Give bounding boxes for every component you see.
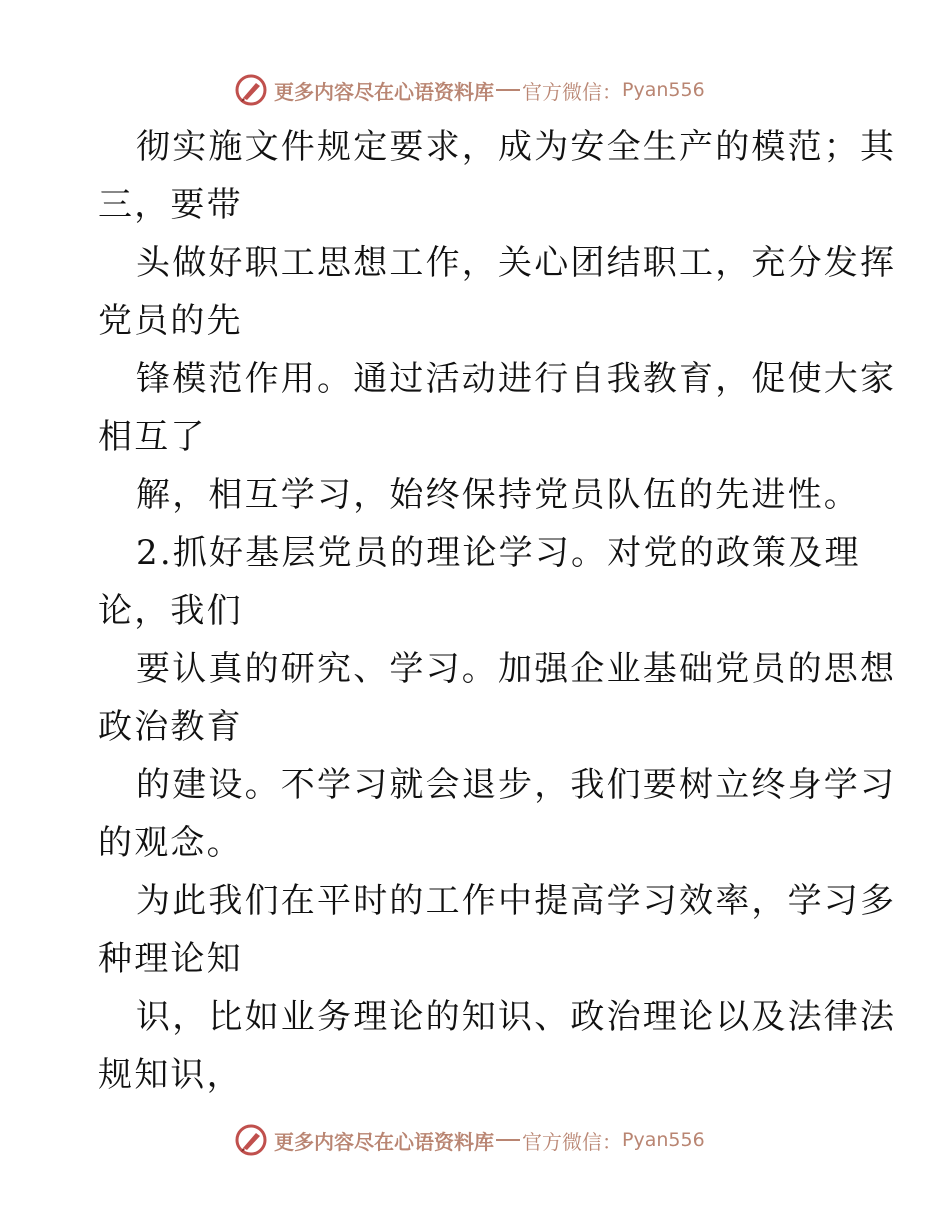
pen-logo-icon [234, 73, 268, 107]
text-line: 解，相互学习，始终保持党员队伍的先进性。 [136, 475, 860, 515]
text-line: 相互了 [98, 417, 207, 457]
text-line: 论，我们 [98, 591, 243, 631]
text-line: 规知识， [98, 1055, 243, 1095]
pen-logo-icon [234, 1123, 268, 1157]
banner-dash [496, 89, 520, 91]
text-line: 政治教育 [98, 707, 243, 747]
text-line: 为此我们在平时的工作中提高学习效率，学习多 [136, 881, 897, 921]
banner-text: 更多内容尽在心语资料库 [274, 1129, 494, 1154]
text-line: 头做好职工思想工作，关心团结职工，充分发挥 [136, 243, 897, 283]
text-line: 党员的先 [98, 301, 243, 341]
text-line: 种理论知 [98, 939, 243, 979]
text-line: 锋模范作用。通过活动进行自我教育，促使大家 [136, 359, 897, 399]
footer-banner [234, 1122, 705, 1158]
text-line: 彻实施文件规定要求，成为安全生产的模范；其 [136, 127, 897, 167]
banner-wechat-id: Pyan556 [622, 1129, 705, 1151]
banner-text: 更多内容尽在心语资料库 [274, 79, 494, 104]
banner-wechat-id: Pyan556 [622, 79, 705, 101]
header-banner [234, 72, 705, 108]
banner-wechat-label: 官方微信： [522, 1129, 622, 1154]
text-line: 要认真的研究、学习。加强企业基础党员的思想 [136, 649, 897, 689]
text-line: 三，要带 [98, 185, 243, 225]
banner-dash [496, 1139, 520, 1141]
banner-wechat-label: 官方微信： [522, 79, 622, 104]
text-line: 2.抓好基层党员的理论学习。对党的政策及理 [136, 533, 861, 573]
document-body [98, 118, 897, 1104]
text-line: 的观念。 [98, 823, 243, 863]
text-line: 识，比如业务理论的知识、政治理论以及法律法 [136, 997, 897, 1037]
text-line: 的建设。不学习就会退步，我们要树立终身学习 [136, 765, 897, 805]
